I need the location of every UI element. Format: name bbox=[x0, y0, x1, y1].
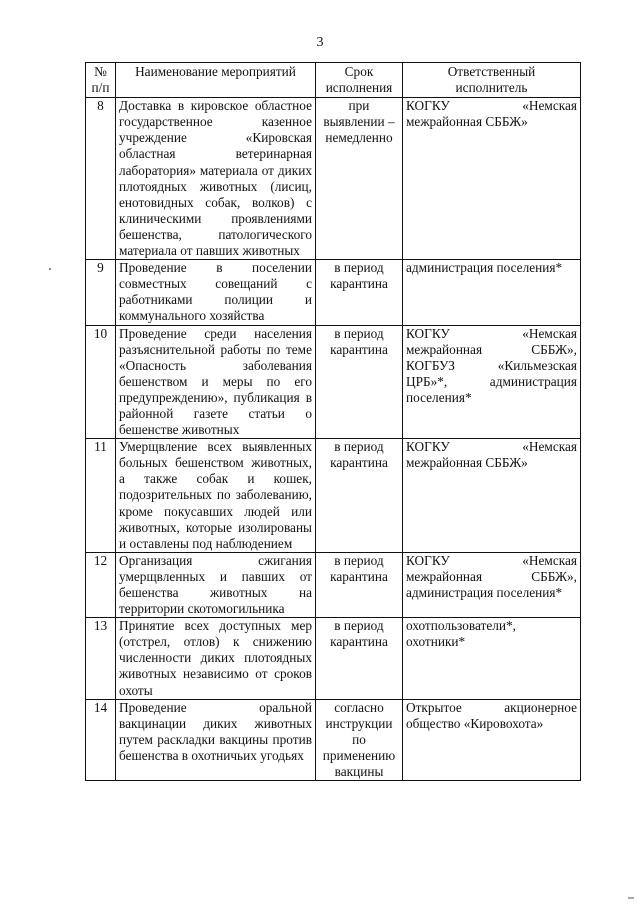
row-name: Умерщвление всех выявленных больных бешенством животных, а также собак и кошек, подозрительных по заболеванию, кроме покусавших людей или животных, которые изолированы и оставлены под наблюдением bbox=[116, 439, 316, 553]
table-row bbox=[86, 98, 581, 260]
page-number: 3 bbox=[316, 35, 324, 50]
header-num: № п/п bbox=[86, 63, 116, 98]
row-name: Принятие всех доступных мер (отстрел, отлов) к снижению численности диких плотоядных животных независимо от сроков охоты bbox=[116, 618, 316, 699]
measures-table bbox=[85, 62, 581, 781]
table-row bbox=[86, 552, 581, 617]
row-term: в период карантина bbox=[316, 552, 403, 617]
row-resp: охотпользователи*, охотники* bbox=[403, 618, 581, 699]
table-row bbox=[86, 260, 581, 325]
row-num: 10 bbox=[86, 325, 116, 439]
header-term: Срок исполнения bbox=[316, 63, 403, 98]
table-row bbox=[86, 618, 581, 699]
row-num: 9 bbox=[86, 260, 116, 325]
row-resp: КОГКУ «Немская межрайонная СББЖ», администрация поселения* bbox=[403, 552, 581, 617]
table-row bbox=[86, 699, 581, 780]
table-row bbox=[86, 325, 581, 439]
row-name: Проведение в поселении совместных совещаний с работниками полиции и коммунального хозяйства bbox=[116, 260, 316, 325]
row-name: Проведение оральной вакцинации диких животных путем раскладки вакцины против бешенства в охотничьих угодьях bbox=[116, 699, 316, 780]
row-resp: администрация поселения* bbox=[403, 260, 581, 325]
row-term: согласно инструкции по применению вакцины bbox=[316, 699, 403, 780]
row-term: в период карантина bbox=[316, 439, 403, 553]
row-name: Организация сжигания умерщвленных и павших от бешенства животных на территории скотомогильника bbox=[116, 552, 316, 617]
row-resp: Открытое акционерное общество «Кировохота» bbox=[403, 699, 581, 780]
row-resp: КОГКУ «Немская межрайонная СББЖ» bbox=[403, 98, 581, 260]
row-term: в период карантина bbox=[316, 260, 403, 325]
row-num: 12 bbox=[86, 552, 116, 617]
row-term: в период карантина bbox=[316, 325, 403, 439]
header-name: Наименование мероприятий bbox=[116, 63, 316, 98]
row-name: Доставка в кировское областное государственное казенное учреждение «Кировская областная ветеринарная лаборатория» материала от диких плотоядных животных (лисиц, енотовидных собак, волков) с клиническими проявлениями бешенства, патологического материала от павших животных bbox=[116, 98, 316, 260]
row-num: 8 bbox=[86, 98, 116, 260]
header-resp: Ответственный исполнитель bbox=[403, 63, 581, 98]
row-num: 13 bbox=[86, 618, 116, 699]
row-num: 11 bbox=[86, 439, 116, 553]
row-resp: КОГКУ «Немская межрайонная СББЖ» bbox=[403, 439, 581, 553]
scan-edge-mark bbox=[628, 897, 634, 899]
header-row bbox=[86, 63, 581, 98]
row-term: при выявлении – немедленно bbox=[316, 98, 403, 260]
row-num: 14 bbox=[86, 699, 116, 780]
row-resp: КОГКУ «Немская межрайонная СББЖ», КОГБУЗ «Кильмезская ЦРБ»*, администрация поселения* bbox=[403, 325, 581, 439]
table-row bbox=[86, 439, 581, 553]
row-term: в период карантина bbox=[316, 618, 403, 699]
row-name: Проведение среди населения разъяснительной работы по теме «Опасность заболевания бешенством и меры по его предупреждению», публикация в районной газете статьи о бешенстве животных bbox=[116, 325, 316, 439]
scan-speck bbox=[49, 268, 51, 270]
